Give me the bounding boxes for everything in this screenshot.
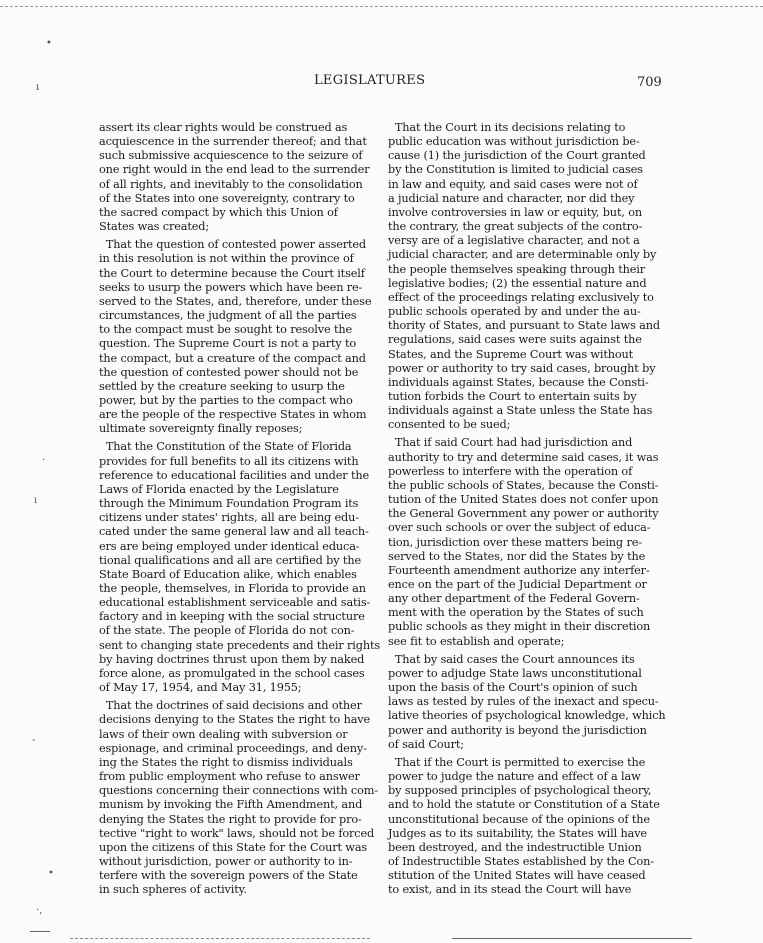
scan-speck: -	[32, 735, 36, 746]
scan-speck: •	[46, 38, 52, 49]
paragraph: That if said Court had had jurisdiction and authority to try and determine said cases, it was powerless to interfere with the operation of the public schools of States, because the Consti- tution of the United States does not confer upon the General Government any power or authority over such schools or over the subject of educa- tion, jurisdiction over these matters being re- served to the States, nor did the States by the Fourteenth amendment authorize any interfer- ence on the part of the Judicial Department or any other department of the Federal Govern- ment with the operation by the States of such public schools as they might in their discretion see fit to establish and operate;	[388, 436, 659, 648]
scan-speck: ·	[42, 455, 46, 466]
paragraph: That the Court in its decisions relating to public education was without jurisdiction be- cause (1) the jurisdiction of the Court granted by the Constitution is limited to judicial cases in law and equity, and said cases were not of a judicial nature and character, nor did they involve controversies in law or equity, but, on the contrary, the great subjects of the contro- versy are of a legislative character, and not a judicial character, and are determinable only by the people themselves speaking through their legislative bodies; (2) the essential nature and effect of the proceedings relating exclusively to public schools operated by and under the au- thority of States, and pursuant to State laws and regulations, said cases were suits against the States, and the Supreme Court was without power or authority to try said cases, brought by individuals against States, because the Consti- tution forbids the Court to entertain suits by individuals against a State unless the State has consented to be sued;	[388, 121, 660, 432]
paragraph: That if the Court is permitted to exercise the power to judge the nature and effect of a law by supposed principles of psychological theory, and to hold the statute or Constitution of a State unconstitutional because of the opinions of the Judges as to its suitability, the States will have been destroyed, and the indestructible Union of Indestructible States established by the Con- stitution of the United States will have ceased to exist, and in its stead the Court will have	[388, 755, 660, 897]
paragraph: That the question of contested power asserted in this resolution is not within the province of the Court to determine because the Court itself seeks to usurp the powers which have been re- served to the States, and, therefore, under these circumstances, the judgment of all the parties to the compact must be sought to resolve the question. The Supreme Court is not a party to the compact, but a creature of the compact and the question of contested power should not be settled by the creature seeking to usurp the power, but by the parties to the compact who are the people of the respective States in whom ultimate sovereignty finally reposes;	[99, 238, 372, 436]
scan-speck: ı	[34, 495, 38, 506]
paragraph: assert its clear rights would be construed as acquiescence in the surrender thereof; and that such submissive acquiescence to the seizure of one right would in the end lead to the surrender of all rights, and inevitably to the consolidation of the States into one sovereignty, contrary to the sacred compact by which this Union of States was created;	[99, 121, 370, 234]
paragraph: That by said cases the Court announces its power to adjudge State laws unconstitutional upon the basis of the Court's opinion of such laws as tested by rules of the inexact and specu- lative theories of psychological knowledge, which power and authority is beyond the jurisdiction of said Court;	[388, 652, 666, 751]
scan-bottom-edge	[452, 938, 692, 939]
scan-bottom-edge	[30, 931, 50, 932]
paragraph: That the Constitution of the State of Florida provides for full benefits to all its citizens with reference to educational facilities and under the Laws of Florida enacted by the Legislature through the Minimum Foundation Program its citizens under states' rights, all are being edu- cated under the same general law and all teach- ers are being employed under identical educa- tional qualifications and all are certified by the State Board of Education alike, which enables the people, themselves, in Florida to provide an educational establishment serviceable and satis- factory and in keeping with the social structure of the state. The people of Florida do not con- sent to changing state precedents and their rights by having doctrines thrust upon them by naked force alone, as promulgated in the school cases of May 17, 1954, and May 31, 1955;	[99, 440, 381, 695]
scan-top-edge	[0, 6, 763, 7]
paragraph: That the doctrines of said decisions and other decisions denying to the States the right to have laws of their own dealing with subversion or espionage, and criminal proceedings, and deny- ing the States the right to dismiss individuals from public employment who refuse to answer questions concerning their connections with com- munism by invoking the Fifth Amendment, and denying the States the right to provide for pro- tective "right to work" laws, should not be forced upon the citizens of this State for the Court was without jurisdiction, power or authority to in- terfere with the sovereign powers of the State in such spheres of activity.	[99, 699, 378, 897]
scan-speck: ı	[36, 82, 40, 93]
running-header-title: LEGISLATURES	[314, 73, 426, 88]
right-column	[388, 121, 666, 901]
scan-bottom-edge	[70, 938, 370, 939]
scan-speck: •	[48, 868, 54, 879]
scan-speck: ·,	[36, 905, 43, 916]
page-number: 709	[637, 75, 662, 90]
left-column	[99, 121, 381, 901]
